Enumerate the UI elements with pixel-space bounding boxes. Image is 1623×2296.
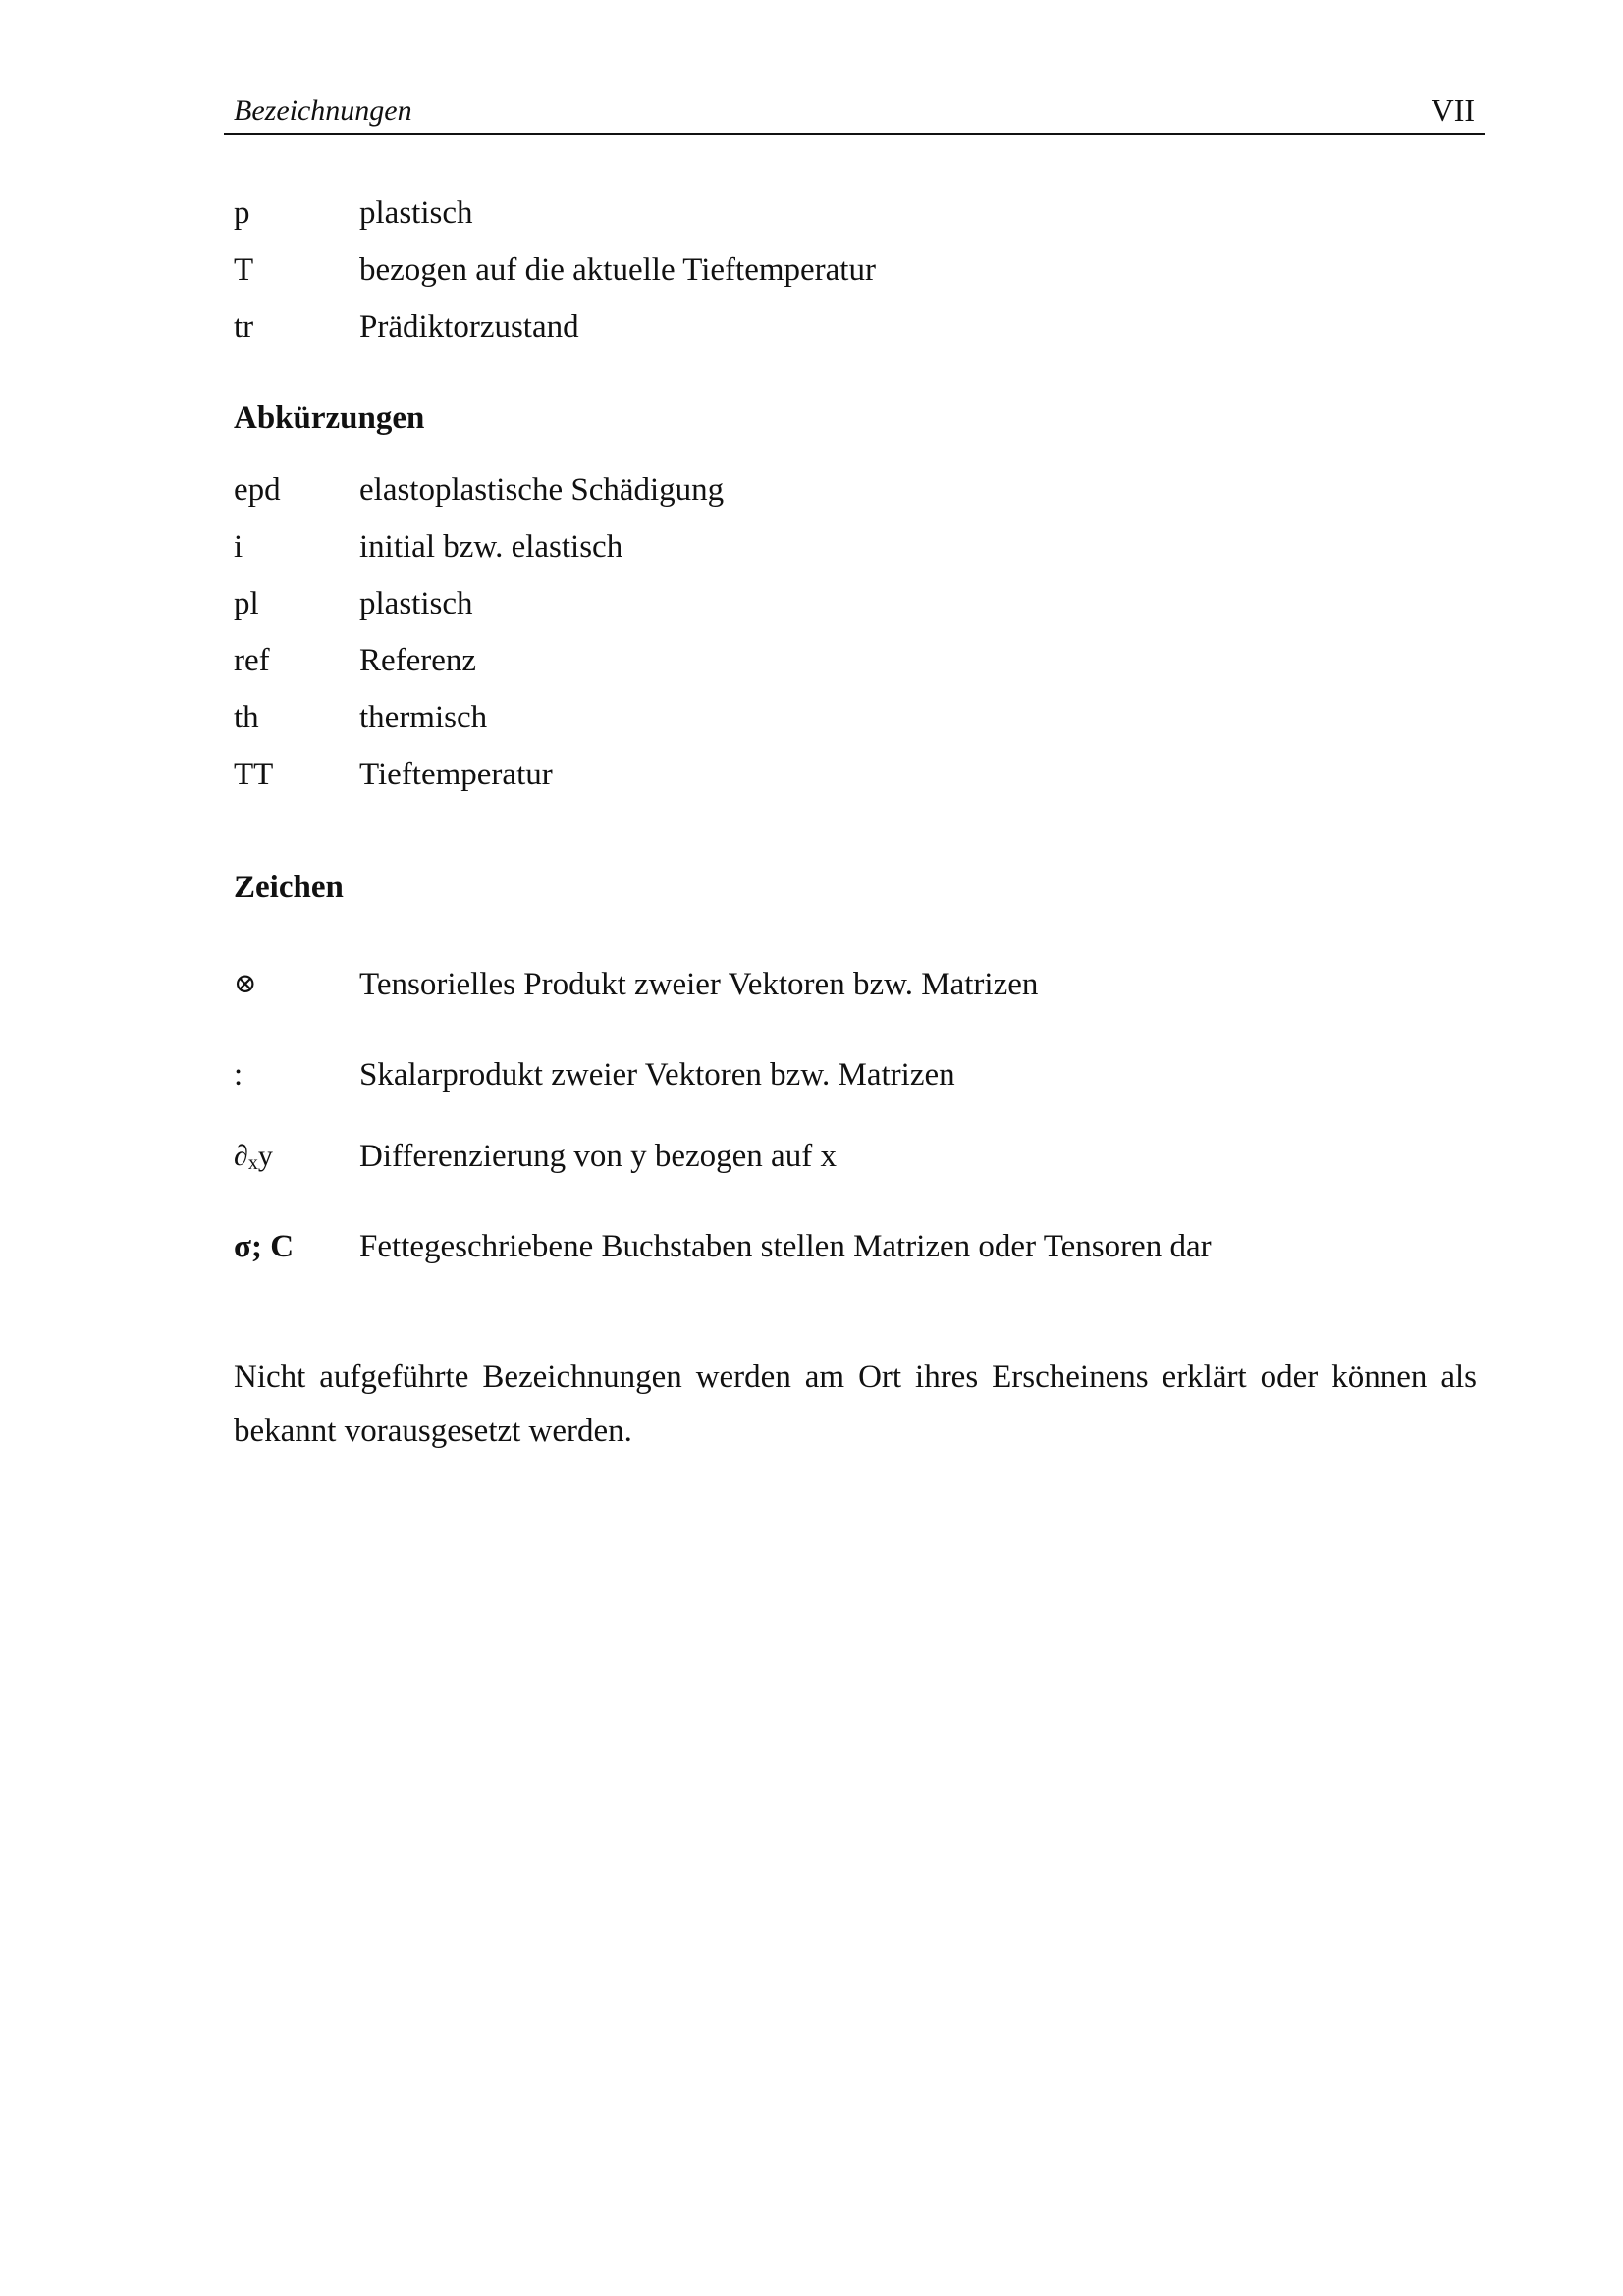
header-title: Bezeichnungen (234, 94, 412, 127)
bold-symbol: σ; C (234, 1229, 295, 1264)
signs-heading: Zeichen (234, 870, 344, 905)
sign-description: Differenzierung von y bezogen auf x (359, 1139, 837, 1174)
partial-derivative-symbol (234, 1137, 273, 1183)
abbreviation-description: initial bzw. elastisch (359, 529, 623, 564)
colon-symbol: : (234, 1057, 243, 1093)
index-symbol: tr (234, 309, 254, 345)
page-number: VII (1431, 92, 1475, 128)
index-description: plastisch (359, 195, 473, 231)
abbreviation-symbol: epd (234, 472, 281, 507)
partial-target: y (257, 1140, 273, 1172)
abbreviation-symbol: TT (234, 757, 274, 792)
abbreviation-symbol: th (234, 700, 259, 735)
index-symbol: p (234, 195, 250, 231)
index-symbol: T (234, 252, 254, 288)
otimes-symbol: ⊗ (234, 969, 257, 999)
abbreviation-description: Tieftemperatur (359, 757, 553, 792)
sign-description: Tensorielles Produkt zweier Vektoren bzw. Matrizen (359, 967, 1039, 1002)
index-description: Prädiktorzustand (359, 309, 579, 345)
closing-note: Nicht aufgeführte Bezeichnungen werden am Ort ihres Erscheinens erklärt oder können als bekannt vorausgesetzt werden. (234, 1360, 1477, 1449)
abbreviation-description: elastoplastische Schädigung (359, 472, 725, 507)
sign-description: Skalarprodukt zweier Vektoren bzw. Matrizen (359, 1057, 955, 1093)
abbreviation-description: plastisch (359, 586, 473, 621)
abbreviation-description: thermisch (359, 700, 488, 735)
partial-subscript: x (247, 1152, 258, 1174)
partial-sign: ∂ (234, 1140, 248, 1172)
abbreviation-symbol: pl (234, 586, 259, 621)
abbreviations-heading: Abkürzungen (234, 400, 425, 436)
page-header (224, 94, 1485, 135)
sign-description: Fettegeschriebene Buchstaben stellen Matrizen oder Tensoren dar (359, 1229, 1212, 1264)
abbreviation-description: Referenz (359, 643, 477, 678)
abbreviation-symbol: i (234, 529, 243, 564)
index-description: bezogen auf die aktuelle Tieftemperatur (359, 252, 876, 288)
abbreviation-symbol: ref (234, 643, 270, 678)
